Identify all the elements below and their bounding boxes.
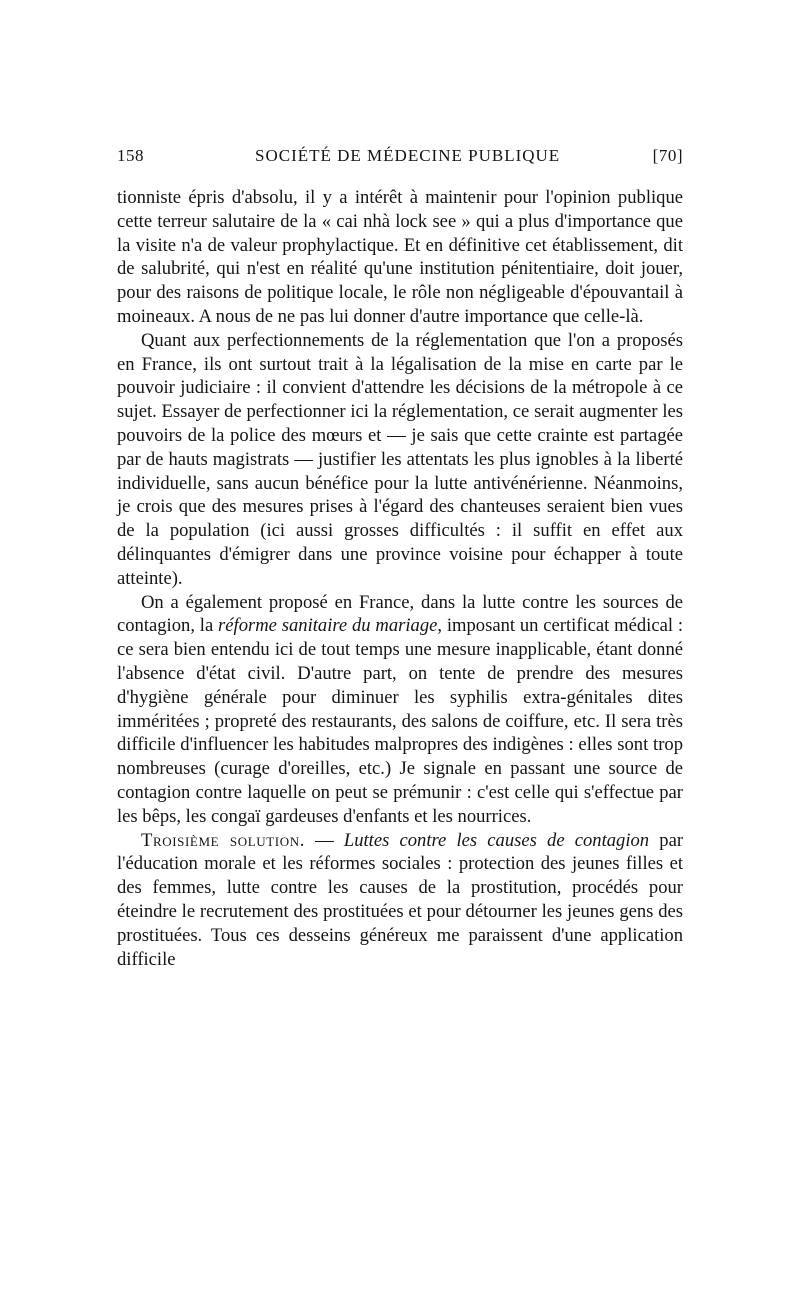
body-text [117,186,683,971]
running-title: SOCIÉTÉ DE MÉDECINE PUBLIQUE [255,146,561,165]
em-dash: — [304,829,344,851]
italic-term-reforme-sanitaire: réforme sanitaire du mariage [218,615,438,637]
paragraph-1: tionniste épris d'absolu, il y a intérêt à maintenir pour l'opinion publique cette terreur salutaire de la « cai nhà lock see » qui a plus d'importance que la visite n'a de valeur prophylactique. Et en définitive cet établissement, dit de salubrité, qui n'est en réalité qu'une institution pénitentiaire, doit jouer, pour des raisons de politique locale, le rôle non négligeable d'épouvantail à moineaux. A nous de ne pas lui donner d'autre importance que celle-là. [117,187,683,327]
paragraph-4-text: par l'éducation morale et les réformes sociales : protection des jeunes filles et des femmes, lutte contre les causes de la prostitution, procédés pour éteindre le recrutement des prostituées et pour détourner les jeunes gens des prostituées. Tous ces desseins généreux me paraissent d'une application difficile [117,829,684,970]
paragraph-4 [117,829,683,972]
paragraph-2: Quant aux perfectionnements de la réglementation que l'on a proposés en France, ils ont surtout trait à la légalisation de la mise en carte par le pouvoir judiciaire : il convient d'attendre les décisions de la métropole à ce sujet. Essayer de perfectionner ici la réglementation, ce serait augmenter les pouvoirs de la police des mœurs et — je sais que cette crainte est partagée par de hauts magistrats — justifier les attentats les plus ignobles à la liberté individuelle, sans aucun bénéfice pour la lutte antivénérienne. Néanmoins, je crois que des mesures prises à l'égard des chanteuses seraient bien vues de la population (ici aussi grosses difficultés : il suffit en effet aux délinquantes d'émigrer dans une province voisine pour échapper à toute atteinte). [117,329,683,589]
section-reference: [70] [652,146,683,165]
paragraph-3 [117,591,683,829]
italic-heading-luttes: Luttes contre les causes de contagion [343,829,650,851]
paragraph-3-text-start: On a également proposé en France, dans la lutte contre les sources de contagion, la [117,591,683,637]
page-number: 158 [117,146,144,165]
paragraph-3-text-end: , imposant un certificat médical : ce sera bien entendu ici de tout temps une mesure inapplicable, étant donné l'absence d'état civil. D'autre part, on tente de prendre des mesures d'hygiène générale pour diminuer les syphilis extra-génitales dites imméritées ; propreté des restaurants, des salons de coiffure, etc. Il sera très difficile d'influencer les habitudes malpropres des indigènes : elles sont trop nombreuses (curage d'oreilles, etc.) Je signale en passant une source de contagion contre laquelle on peut se prémunir : c'est celle qui s'effectue par les bêps, les congaï gardeuses d'enfants et les nourrices. [117,615,684,827]
running-header [117,146,683,174]
section-label-troisieme-solution: Troisième solution. [141,829,305,851]
